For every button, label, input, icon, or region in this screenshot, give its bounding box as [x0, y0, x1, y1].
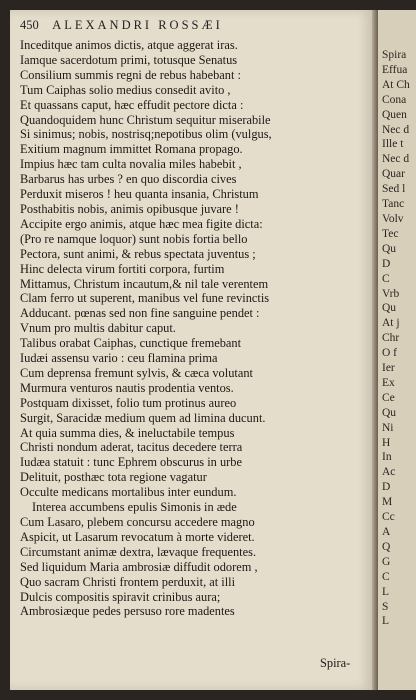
text-line: Consilium summis regni de rebus habebant : — [20, 67, 241, 82]
facing-text-line: Ex — [382, 376, 395, 389]
facing-text-line: Tec — [382, 227, 399, 240]
page-number: 450 — [20, 18, 39, 32]
facing-text-line: Nec d — [382, 123, 410, 136]
text-line: Christi nondum aderat, tacitus decedere terra — [20, 440, 243, 455]
text-line: Interea accumbens epulis Simonis in æde — [32, 500, 237, 515]
facing-text-line: In — [382, 451, 392, 464]
running-head — [20, 18, 360, 36]
facing-text-line: A — [382, 526, 391, 538]
facing-text-line: Quen — [382, 108, 407, 121]
text-line: Pectora, sunt animi, & rebus spectata juventus ; — [20, 246, 256, 261]
catchword: Spira- — [320, 656, 351, 670]
facing-text-line: H — [382, 436, 391, 449]
facing-text-line: Ni — [382, 421, 394, 434]
facing-text-line: Ac — [382, 466, 396, 479]
facing-text-line: Effua — [382, 63, 408, 76]
text-line: Mittamus, Christum incautum,& nil tale verentem — [20, 276, 269, 291]
running-title: ALEXANDRI ROSSÆI — [52, 18, 223, 32]
text-line: Delituit, posthæc tota regione vagatur — [20, 470, 207, 485]
text-line: Cum Lasaro, plebem concursu accedere magno — [20, 515, 255, 529]
text-line: Tum Caiphas solio medius consedit avito , — [20, 82, 231, 97]
facing-text-line: Qu — [382, 406, 397, 419]
text-line: Et quassans caput, hæc effudit pectore dicta : — [20, 97, 244, 112]
facing-text-line: D — [382, 481, 391, 494]
text-line: Murmura venturos nautis prodentia ventos. — [20, 380, 234, 395]
text-line: Aspicit, ut Lasarum revocatum à morte videret. — [20, 529, 255, 544]
facing-text-line: M — [382, 496, 393, 509]
poem-text — [20, 38, 368, 619]
text-line: Occulte medicans mortalibus inter eundum. — [20, 485, 237, 500]
facing-text-line: D — [382, 257, 391, 270]
facing-text-line: Chr — [382, 332, 400, 345]
facing-text-line: At j — [382, 317, 400, 330]
text-line: Quandoquidem hunc Christum sequitur miserabile — [20, 112, 271, 127]
facing-text-line: Quar — [382, 168, 405, 181]
facing-text-line: Qu — [382, 302, 397, 315]
text-line: Perduxit miseros ! heu quanta insania, Christum — [20, 187, 259, 202]
text-line: Sed liquidum Maria ambrosiæ diffudit odorem , — [20, 559, 258, 574]
facing-text-line: Spira — [382, 49, 407, 61]
text-line: Si sinimus; nobis, nostrisq;nepotibus olim (vulgus, — [20, 127, 272, 142]
facing-text-line: Vrb — [382, 287, 400, 300]
text-line: Exitium magnum immittet Romana propago. — [20, 142, 243, 157]
text-line: Impius hæc tam culta novalia miles habebit , — [20, 157, 242, 172]
text-line: (Pro re namque loquor) sunt nobis fortia bello — [20, 231, 248, 246]
text-line: Iamque sacerdotum primi, totusque Senatus — [20, 52, 238, 67]
facing-text-line: L — [382, 615, 390, 628]
facing-text-line: Ille t — [382, 138, 404, 151]
text-line: Surgit, Saracidæ medium quem ad limina ducunt. — [20, 410, 266, 425]
text-line: Hinc delecta virum fortiti corpora, furtim — [20, 261, 225, 276]
text-line: Inceditque animos dictis, atque aggerat iras. — [20, 38, 238, 52]
facing-text-line: G — [382, 555, 391, 568]
facing-text-line: C — [382, 272, 390, 285]
text-line: Cum deprensa fremunt sylvis, & cæca volutant — [20, 365, 253, 380]
facing-text-line: Nec d — [382, 153, 410, 166]
text-line: Barbarus has urbes ? en quo discordia cives — [20, 172, 237, 187]
facing-text-line: Tanc — [382, 198, 405, 211]
facing-text-line: Cc — [382, 511, 395, 524]
text-line: At quia summa dies, & ineluctabile tempus — [20, 425, 235, 440]
text-line: Accipite ergo animis, atque hæc mea figite dicta: — [20, 216, 263, 231]
facing-text-line: Cona — [382, 93, 407, 106]
facing-page-text — [378, 48, 410, 629]
text-line: Adducant. pœnas sed non fine sanguine pendet : — [20, 306, 260, 321]
facing-text-line: Qu — [382, 242, 397, 255]
text-line: Talibus orabat Caiphas, cunctique fremebant — [20, 336, 242, 351]
text-line: Posthabitis nobis, animis opibusque juvare ! — [20, 201, 239, 216]
text-line: Quo sacram Christi frontem perduxit, at illi — [20, 574, 236, 589]
text-line: Clam ferro ut superent, manibus vel fune revinctis — [20, 291, 270, 306]
facing-text-line: O f — [382, 347, 398, 360]
facing-text-line: At Ch — [382, 78, 410, 91]
facing-text-line: Ier — [382, 362, 395, 375]
text-line: Circumstant animæ dextra, lævaque frequentes. — [20, 544, 257, 559]
text-line: Iudæa statuit : tunc Ephrem obscurus in urbe — [20, 455, 242, 470]
facing-text-line: Ce — [382, 391, 395, 404]
facing-text-line: Sed l — [382, 183, 406, 196]
text-line: Ambrosiæque pedes persuso rore madentes — [20, 604, 235, 619]
facing-text-line: S — [382, 600, 389, 613]
facing-text-line: Volv — [382, 212, 404, 225]
text-line: Postquam dixisset, folio tum protinus aureo — [20, 395, 237, 410]
facing-page — [378, 10, 416, 690]
facing-text-line: Q — [382, 540, 391, 553]
facing-text-line: C — [382, 570, 390, 583]
text-line: Vnum pro multis dabitur caput. — [20, 321, 176, 336]
facing-text-line: L — [382, 585, 390, 598]
text-line: Iudæi assensu vario : ceu flamina prima — [20, 351, 218, 366]
text-line: Dulcis compositis spiravit crinibus aura; — [20, 589, 221, 604]
